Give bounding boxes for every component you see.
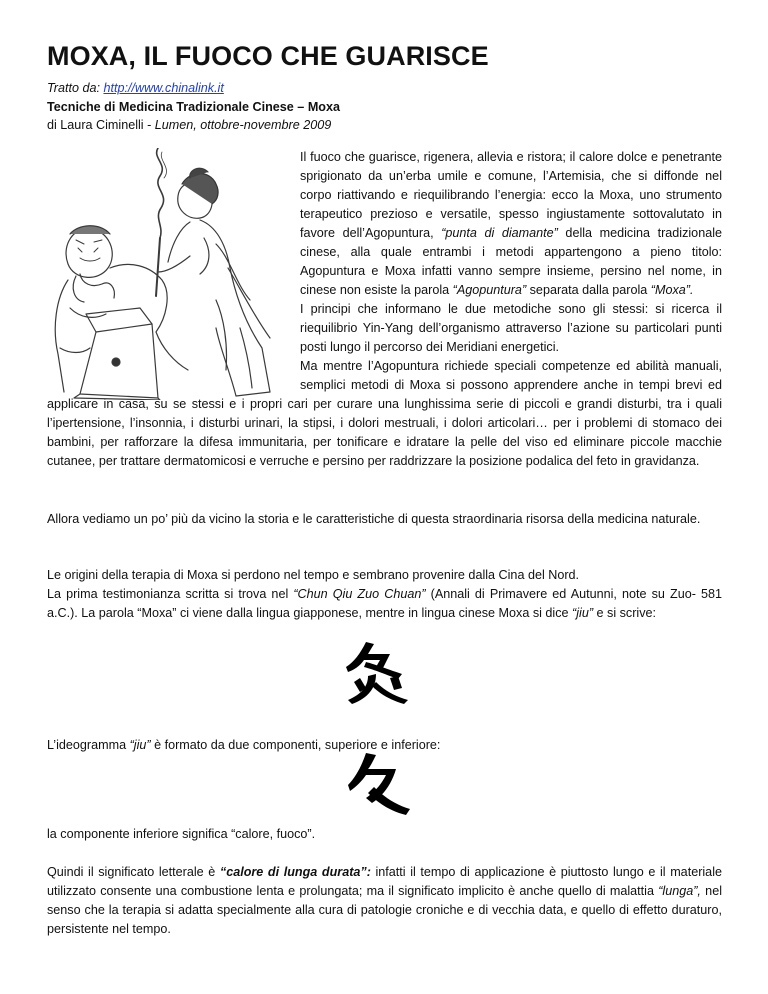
origins-paragraph bbox=[47, 566, 722, 623]
intro-text: Il fuoco che guarisce, rigenera, allevia e ristora; il calore dolce e penetrante sprigionato da un’erba umile e comune, l’Artemisia, che si diffonde nel corpo riattivando e riequilibrando l’energia: ecco la Moxa, uno strumento terapeutico prezioso e versatile, spesso ingiustamente sottovalutato in favore dell’Agopuntura, “punta di diamante” della medicina tradizionale cinese, alla quale entrambi i metodi appartengono a pieno titolo: Agopuntura e Moxa infatti vanno sempre insieme, persino nel nome, in cinese non esiste la parola “Agopuntura” separata dalla parola “Moxa”. bbox=[300, 150, 722, 297]
ideogram-paragraph: L’ideogramma “jiu” è formato da due componenti, superiore e inferiore: bbox=[47, 738, 441, 752]
article-subtitle: Tecniche di Medicina Tradizionale Cinese – Moxa bbox=[47, 100, 341, 114]
author-name: di Laura Ciminelli - bbox=[47, 118, 155, 132]
moxa-uses-text: Ma mentre l’Agopuntura richiede speciali competenze ed abilità manuali, semplici metodi di Moxa si possono apprendere anche in tempi brevi ed applicare in casa, su se stessi e i propri cari per curare una lunghissima serie di piccoli e grandi disturbi, tra i quali l’ipertensione, l’insonnia, i disturbi urinari, la stipsi, i dolori mestruali, i dolori articolari… per i problemi di stomaco dei bambini, per rafforzare la difesa immunitaria, per tonificare e idratare la pelle del viso ed eliminare piccole macchie cutanee, per trattare dermatomicosi e verruche e persino per raddrizzare la posizione podalica del feto in gravidanza. bbox=[47, 359, 722, 468]
source-link[interactable]: http://www.chinalink.it bbox=[103, 81, 224, 95]
source-label: Tratto da: bbox=[47, 81, 104, 95]
component-meaning-paragraph: la componente inferiore significa “calore, fuoco”. bbox=[47, 827, 316, 841]
history-intro-paragraph: Allora vediamo un po’ più da vicino la storia e le caratteristiche di questa straordinaria risorsa della medicina naturale. bbox=[47, 512, 701, 526]
author-line bbox=[47, 116, 331, 135]
origins-text: La prima testimonianza scritta si trova nel “Chun Qiu Zuo Chuan” (Annali di Primavere ed Autunni, note su Zuo- 581 a.C.). La parola “Moxa” ci viene dalla lingua giapponese, mentre in lingua cinese Moxa si dice “jiu” e si scrive: bbox=[47, 587, 722, 620]
principles-text: I principi che informano le due metodiche sono gli stessi: si ricerca il riequilibrio Yin-Yang dell’organismo attraverso l’azione su particolari punti posti lungo il percorso dei Meridiani energetici. bbox=[300, 302, 722, 354]
jiu-lower-component-icon bbox=[348, 753, 410, 815]
jiu-character-icon bbox=[346, 640, 408, 704]
page-title: MOXA, IL FUOCO CHE GUARISCE bbox=[47, 41, 489, 71]
meaning-paragraph: Quindi il significato letterale è “calore di lunga durata”: infatti il tempo di applicazione è piuttosto lungo e il materiale utilizzato consente una combustione lenta e prolungata; ma il significato implicito è anche quello di malattia “lunga”, nel senso che la terapia si adatta specialmente alla cura di patologie croniche e di vecchia data, e quello di effetto duraturo, persistente nel tempo. bbox=[47, 865, 722, 936]
publication-name: Lumen, ottobre-novembre 2009 bbox=[154, 118, 332, 132]
source-line bbox=[47, 79, 224, 98]
moxa-treatment-illustration bbox=[40, 148, 296, 400]
origins-line: Le origini della terapia di Moxa si perdono nel tempo e sembrano provenire dalla Cina del Nord. bbox=[47, 568, 580, 582]
